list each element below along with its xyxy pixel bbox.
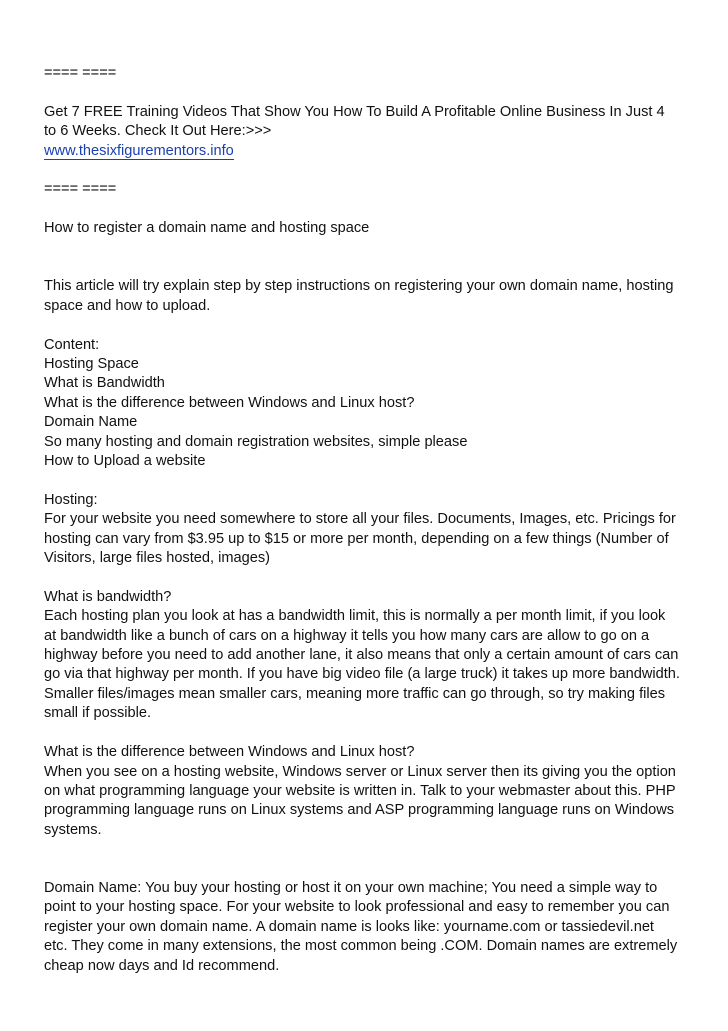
paragraph-line: point to your hosting space. For your website to look professional and easy to remember you can <box>44 899 670 916</box>
paragraph-line: etc. They come in many extensions, the most common being .COM. Domain names are extremely <box>44 938 678 955</box>
paragraph-line: on what programming language your website is written in. Talk to your webmaster about this. PHP <box>44 782 676 799</box>
paragraph-line: Visitors, large files hosted, images) <box>44 550 271 567</box>
section-heading: Hosting: <box>44 491 98 508</box>
contents-item: Hosting Space <box>44 356 139 373</box>
paragraph-line: highway before you need to add another lane, it also means that only a certain amount of cars can <box>44 647 679 664</box>
paragraph-line: small if possible. <box>44 705 152 722</box>
contents-list <box>44 336 688 472</box>
domain-name-section <box>44 879 688 976</box>
hosting-section <box>44 491 688 569</box>
contents-item: Domain Name <box>44 414 138 431</box>
contents-heading: Content: <box>44 336 100 353</box>
paragraph-line: register your own domain name. A domain name is looks like: yourname.com or tassiedevil.net <box>44 918 654 935</box>
paragraph-line: Domain Name: You buy your hosting or host it on your own machine; You need a simple way to <box>44 879 658 896</box>
promo-link[interactable]: www.thesixfigurementors.info <box>44 142 234 159</box>
contents-item: How to Upload a website <box>44 453 206 470</box>
paragraph-line: Each hosting plan you look at has a bandwidth limit, this is normally a per month limit, if you look <box>44 608 666 625</box>
contents-item: What is the difference between Windows and Linux host? <box>44 394 415 411</box>
paragraph-line: go via that highway per month. If you have big video file (a large truck) it takes up more bandwidth. <box>44 666 680 683</box>
paragraph-line: For your website you need somewhere to store all your files. Documents, Images, etc. Pricings for <box>44 511 676 528</box>
intro-paragraph <box>44 277 688 316</box>
contents-item: So many hosting and domain registration websites, simple please <box>44 433 468 450</box>
paragraph-line: programming language runs on Linux systems and ASP programming language runs on Windows <box>44 802 675 819</box>
article-title: How to register a domain name and hosting space <box>44 220 370 237</box>
contents-item: What is Bandwidth <box>44 375 165 392</box>
promo-line: Get 7 FREE Training Videos That Show You How To Build A Profitable Online Business In Just 4 <box>44 103 665 120</box>
separator-top: ==== ==== <box>44 65 117 81</box>
paragraph-line: at bandwidth like a bunch of cars on a highway it tells you how many cars are allow to go on a <box>44 627 650 644</box>
paragraph-line: This article will try explain step by step instructions on registering your own domain name, hosting <box>44 278 674 295</box>
section-heading: What is the difference between Windows and Linux host? <box>44 744 415 761</box>
paragraph-line: space and how to upload. <box>44 297 211 314</box>
windows-linux-section <box>44 743 688 840</box>
paragraph-line: When you see on a hosting website, Windows server or Linux server then its giving you the option <box>44 763 676 780</box>
paragraph-line: cheap now days and Id recommend. <box>44 957 280 974</box>
separator-bottom: ==== ==== <box>44 181 117 198</box>
paragraph-line: Smaller files/images mean smaller cars, meaning more traffic can go through, so try making files <box>44 685 666 702</box>
header-block <box>44 64 688 200</box>
section-heading: What is bandwidth? <box>44 588 172 605</box>
bandwidth-section <box>44 588 688 724</box>
paragraph-line: hosting can vary from $3.95 up to $15 or more per month, depending on a few things (Number of <box>44 530 669 547</box>
paragraph-line: systems. <box>44 821 102 838</box>
promo-line: to 6 Weeks. Check It Out Here:>>> <box>44 123 272 140</box>
